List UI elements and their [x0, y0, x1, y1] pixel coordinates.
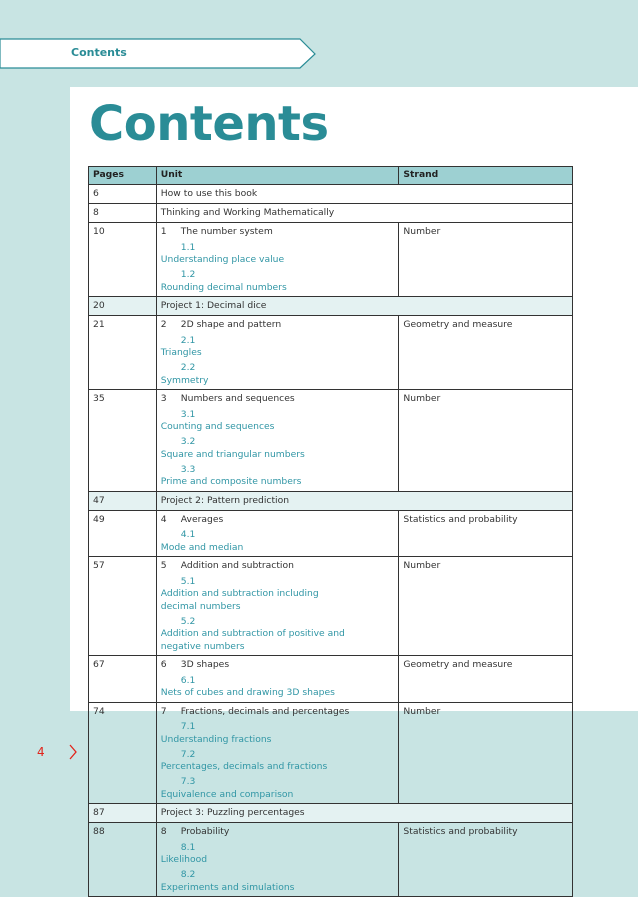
strand-label: Number [403, 393, 441, 404]
subsection-item[interactable] [161, 362, 395, 387]
tab-label: Contents [71, 46, 127, 59]
project-row [89, 297, 573, 316]
table-row [89, 316, 573, 390]
subsection-number: 5.1 [180, 575, 196, 587]
contents-table [88, 166, 573, 897]
strand-cell [399, 656, 573, 703]
contents-tab [0, 38, 316, 69]
strand-label: Number [403, 226, 441, 237]
subsection-title: Experiments and simulations [160, 881, 295, 893]
subsection-title: Equivalence and comparison [160, 788, 294, 800]
subsection-item[interactable] [161, 409, 395, 434]
subsection-number: 6.1 [180, 674, 196, 686]
page-number-cell: 57 [93, 560, 105, 571]
subsection-title: Mode and median [160, 541, 244, 553]
subsection-item[interactable] [161, 616, 395, 654]
unit-title[interactable]: Numbers and sequences [180, 393, 295, 404]
subsection-number: 2.1 [180, 334, 196, 346]
page-title: Contents [89, 96, 329, 152]
unit-title[interactable]: Probability [180, 826, 230, 837]
subsection-title: Rounding decimal numbers [160, 281, 287, 293]
unit-title[interactable]: Fractions, decimals and percentages [180, 705, 350, 717]
subsection-number: 3.2 [180, 436, 196, 447]
unit-title[interactable]: How to use this book [160, 188, 258, 199]
table-header-row [89, 167, 573, 185]
subsection-number: 7.3 [180, 776, 196, 787]
subsection-item[interactable] [161, 464, 395, 489]
subsection-number: 3.3 [180, 463, 196, 475]
page-number-cell: 74 [93, 705, 105, 717]
subsection-title: Square and triangular numbers [160, 448, 305, 460]
table-row [89, 702, 573, 804]
page-cell [89, 204, 157, 223]
table-row [89, 204, 573, 223]
subsection-item[interactable] [161, 335, 395, 360]
subsection-number: 3.1 [180, 408, 196, 420]
unit-cell [156, 297, 572, 316]
page-cell [89, 510, 157, 557]
unit-title[interactable]: 3D shapes [180, 659, 230, 670]
unit-number: 3 [160, 393, 167, 404]
strand-cell [399, 316, 573, 390]
table-row [89, 390, 573, 492]
page-number-cell: 47 [93, 494, 105, 506]
subsection-item[interactable] [161, 721, 395, 746]
subsection-item[interactable] [161, 749, 395, 774]
unit-title[interactable]: Project 3: Puzzling percentages [160, 807, 305, 818]
unit-cell [156, 316, 399, 390]
unit-number: 4 [160, 513, 167, 525]
subsection-item[interactable] [161, 842, 395, 867]
subsection-item[interactable] [161, 529, 395, 554]
unit-number: 5 [160, 560, 167, 571]
page-cell [89, 823, 157, 897]
page-cell [89, 223, 157, 297]
strand-cell [399, 223, 573, 297]
unit-number: 8 [160, 826, 167, 837]
subsection-title: Prime and composite numbers [160, 476, 302, 487]
page-cell [89, 557, 157, 656]
subsection-number: 8.2 [180, 869, 196, 880]
subsection-title: Symmetry [160, 374, 209, 386]
subsection-number: 7.2 [180, 748, 196, 760]
unit-title[interactable]: Project 1: Decimal dice [160, 300, 267, 311]
unit-number: 7 [160, 705, 167, 717]
table-body [89, 185, 573, 897]
strand-cell [399, 390, 573, 492]
page-cell [89, 702, 157, 804]
subsection-number: 4.1 [180, 529, 196, 540]
subsection-number: 5.2 [180, 615, 196, 627]
subsection-title: Percentages, decimals and fractions [160, 761, 328, 772]
table-row [89, 185, 573, 204]
table-row [89, 656, 573, 703]
page-cell [89, 804, 157, 823]
subsection-item[interactable] [161, 436, 395, 461]
chevron-right-icon[interactable] [68, 744, 78, 760]
subsection-title: Likelihood [160, 854, 208, 865]
unit-title[interactable]: Thinking and Working Mathematically [160, 207, 335, 218]
page-number-cell: 21 [93, 319, 105, 330]
strand-label: Geometry and measure [403, 659, 513, 670]
unit-title[interactable]: Addition and subtraction [180, 560, 294, 571]
strand-label: Geometry and measure [403, 319, 513, 330]
strand-label: Number [403, 705, 441, 717]
unit-cell [156, 702, 399, 804]
unit-title[interactable]: Project 2: Pattern prediction [160, 494, 290, 506]
page-cell [89, 491, 157, 510]
subsection-title: Addition and subtraction of positive and negative numbers [160, 628, 345, 652]
strand-label: Statistics and probability [403, 513, 518, 525]
subsection-number: 2.2 [180, 362, 196, 373]
subsection-title: Addition and subtraction including decimal numbers [160, 588, 319, 612]
page-number-cell: 67 [93, 659, 105, 670]
unit-cell [156, 510, 399, 557]
header-strand: Strand [399, 167, 573, 185]
strand-cell [399, 702, 573, 804]
page-number-cell: 10 [93, 226, 105, 237]
project-row [89, 491, 573, 510]
unit-cell [156, 185, 572, 204]
page-number-cell: 87 [93, 807, 105, 818]
page-number-cell: 35 [93, 393, 105, 404]
strand-label: Statistics and probability [403, 826, 518, 837]
strand-cell [399, 557, 573, 656]
subsection-item[interactable] [161, 242, 395, 267]
table-row [89, 557, 573, 656]
table-row [89, 223, 573, 297]
subsection-title: Understanding place value [160, 254, 285, 265]
subsection-item[interactable] [161, 269, 395, 294]
unit-title[interactable]: 2D shape and pattern [180, 319, 282, 330]
strand-cell [399, 823, 573, 897]
tab-arrow-shape [0, 38, 318, 70]
unit-cell [156, 656, 399, 703]
subsection-title: Understanding fractions [160, 733, 272, 745]
strand-label: Number [403, 560, 441, 571]
subsection-title: Triangles [160, 347, 202, 358]
subsection-number: 1.2 [180, 269, 196, 280]
subsection-item[interactable] [161, 869, 395, 894]
unit-number: 6 [160, 659, 167, 670]
table-row [89, 510, 573, 557]
page-cell [89, 297, 157, 316]
unit-cell [156, 204, 572, 223]
page-cell [89, 316, 157, 390]
project-row [89, 804, 573, 823]
subsection-title: Nets of cubes and drawing 3D shapes [160, 687, 335, 698]
page-number-cell: 49 [93, 513, 105, 525]
strand-cell [399, 510, 573, 557]
subsection-number: 7.1 [180, 721, 196, 732]
unit-title[interactable]: Averages [180, 513, 224, 525]
subsection-item[interactable] [161, 776, 395, 801]
subsection-title: Counting and sequences [160, 421, 275, 432]
subsection-number: 8.1 [180, 841, 196, 853]
unit-title[interactable]: The number system [180, 226, 273, 237]
unit-cell [156, 804, 572, 823]
page-number-cell: 88 [93, 826, 105, 837]
page-cell [89, 656, 157, 703]
table-row [89, 823, 573, 897]
unit-number: 1 [160, 226, 167, 237]
page-cell [89, 185, 157, 204]
subsection-number: 1.1 [180, 241, 196, 253]
unit-cell [156, 390, 399, 492]
header-pages: Pages [89, 167, 157, 185]
subsection-item[interactable] [161, 675, 395, 700]
page-cell [89, 390, 157, 492]
page-number-cell: 20 [93, 300, 105, 311]
unit-number: 2 [160, 319, 167, 330]
unit-cell [156, 491, 572, 510]
unit-cell [156, 223, 399, 297]
unit-cell [156, 823, 399, 897]
page-number: 4 [37, 745, 45, 759]
unit-cell [156, 557, 399, 656]
header-unit: Unit [156, 167, 399, 185]
subsection-item[interactable] [161, 576, 395, 614]
page-number-cell: 6 [93, 188, 99, 199]
page-number-cell: 8 [93, 207, 99, 218]
